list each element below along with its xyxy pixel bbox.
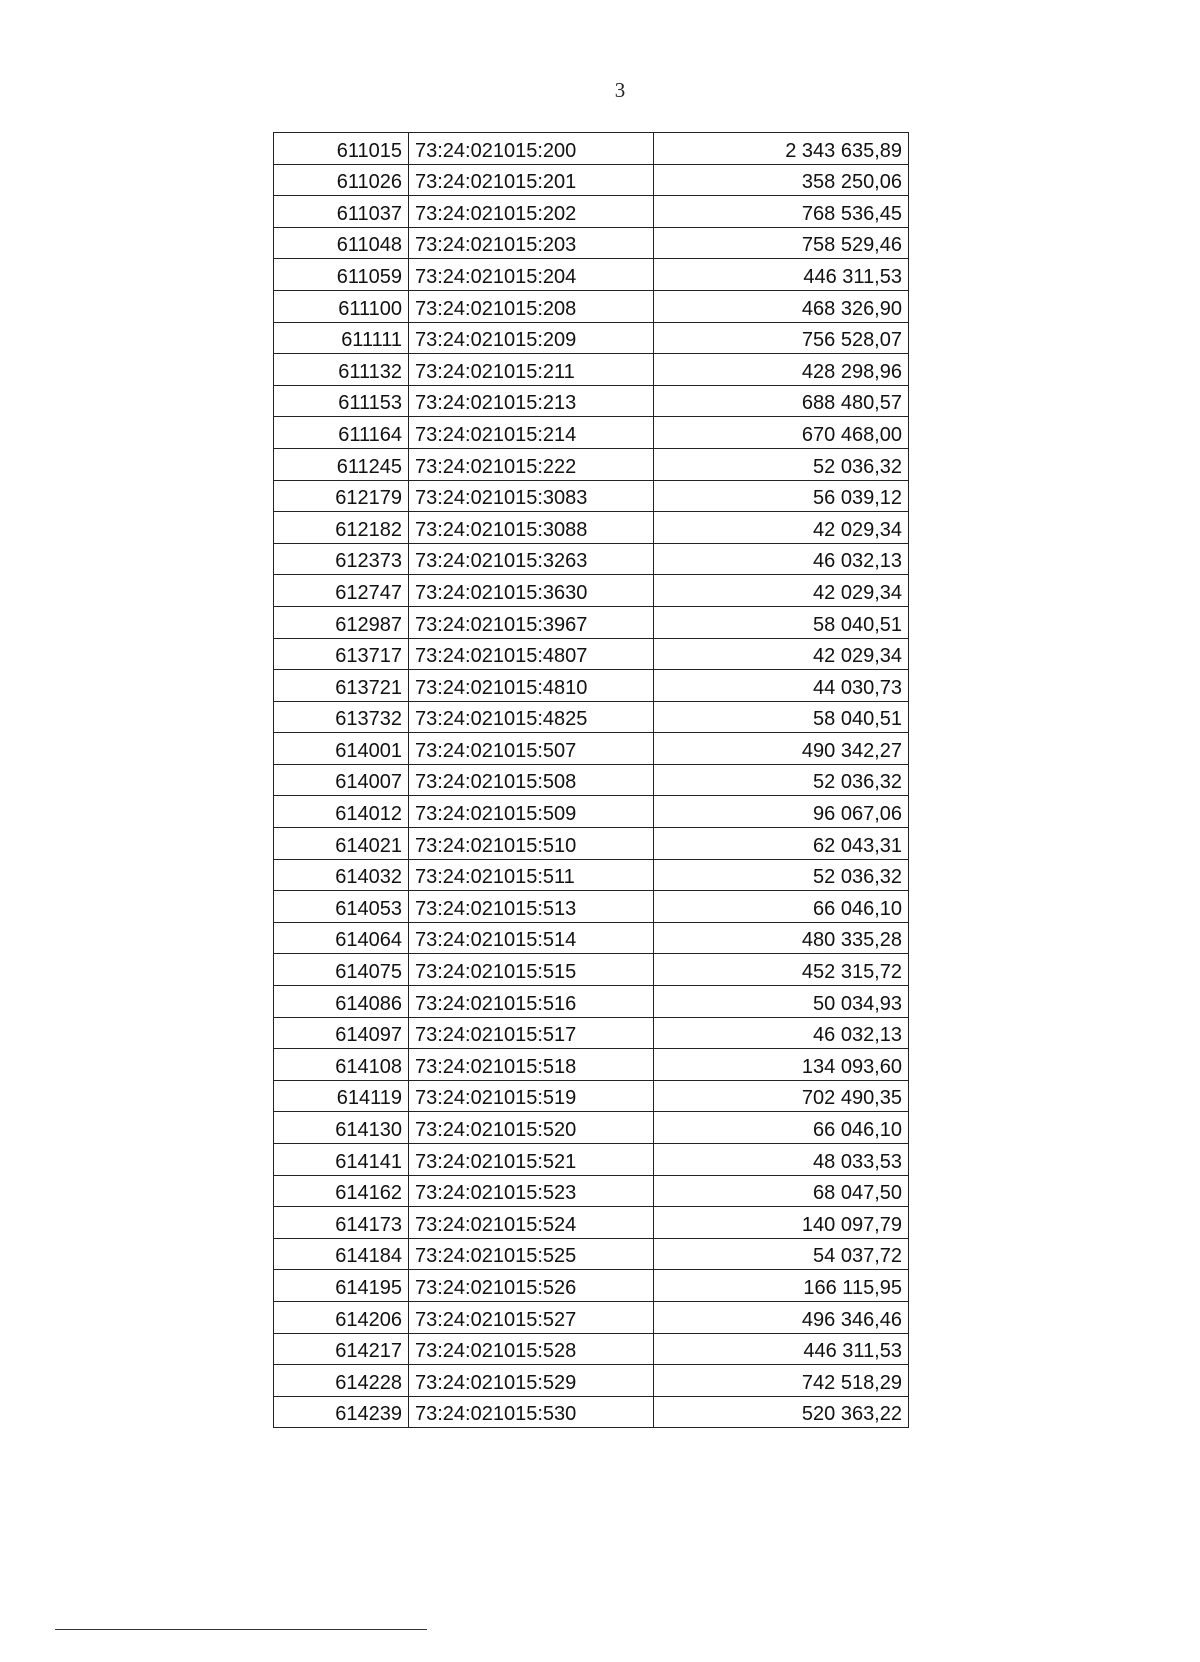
row-id-cell: 611132 <box>274 354 409 386</box>
row-id-cell: 611111 <box>274 322 409 354</box>
cadastral-number-cell: 73:24:021015:4825 <box>409 701 654 733</box>
cadastral-number-cell: 73:24:021015:528 <box>409 1333 654 1365</box>
value-cell: 96 067,06 <box>654 796 909 828</box>
cadastral-number-cell: 73:24:021015:529 <box>409 1365 654 1397</box>
registry-table <box>273 132 909 1428</box>
table-row <box>274 638 909 670</box>
cadastral-number-cell: 73:24:021015:222 <box>409 448 654 480</box>
cadastral-number-cell: 73:24:021015:4810 <box>409 670 654 702</box>
value-cell: 58 040,51 <box>654 701 909 733</box>
value-cell: 468 326,90 <box>654 290 909 322</box>
table-row <box>274 196 909 228</box>
value-cell: 50 034,93 <box>654 986 909 1018</box>
row-id-cell: 614130 <box>274 1112 409 1144</box>
value-cell: 140 097,79 <box>654 1207 909 1239</box>
value-cell: 56 039,12 <box>654 480 909 512</box>
value-cell: 46 032,13 <box>654 543 909 575</box>
table-row <box>274 796 909 828</box>
cadastral-number-cell: 73:24:021015:202 <box>409 196 654 228</box>
value-cell: 768 536,45 <box>654 196 909 228</box>
footnote-divider <box>55 1629 427 1630</box>
cadastral-number-cell: 73:24:021015:515 <box>409 954 654 986</box>
cadastral-number-cell: 73:24:021015:516 <box>409 986 654 1018</box>
row-id-cell: 612987 <box>274 606 409 638</box>
value-cell: 358 250,06 <box>654 164 909 196</box>
cadastral-number-cell: 73:24:021015:211 <box>409 354 654 386</box>
value-cell: 66 046,10 <box>654 891 909 923</box>
table-row <box>274 1049 909 1081</box>
table-row <box>274 354 909 386</box>
cadastral-number-cell: 73:24:021015:204 <box>409 259 654 291</box>
row-id-cell: 614162 <box>274 1175 409 1207</box>
row-id-cell: 614053 <box>274 891 409 923</box>
table-row <box>274 1270 909 1302</box>
table-row <box>274 1144 909 1176</box>
cadastral-number-cell: 73:24:021015:514 <box>409 922 654 954</box>
cadastral-number-cell: 73:24:021015:524 <box>409 1207 654 1239</box>
row-id-cell: 614239 <box>274 1396 409 1428</box>
row-id-cell: 613721 <box>274 670 409 702</box>
row-id-cell: 614007 <box>274 764 409 796</box>
cadastral-number-cell: 73:24:021015:214 <box>409 417 654 449</box>
table-row <box>274 1017 909 1049</box>
value-cell: 62 043,31 <box>654 828 909 860</box>
value-cell: 42 029,34 <box>654 638 909 670</box>
table-row <box>274 701 909 733</box>
cadastral-number-cell: 73:24:021015:513 <box>409 891 654 923</box>
table-row <box>274 417 909 449</box>
cadastral-number-cell: 73:24:021015:200 <box>409 133 654 165</box>
value-cell: 134 093,60 <box>654 1049 909 1081</box>
row-id-cell: 612373 <box>274 543 409 575</box>
value-cell: 520 363,22 <box>654 1396 909 1428</box>
cadastral-number-cell: 73:24:021015:4807 <box>409 638 654 670</box>
table-row <box>274 448 909 480</box>
value-cell: 42 029,34 <box>654 512 909 544</box>
value-cell: 428 298,96 <box>654 354 909 386</box>
table-row <box>274 480 909 512</box>
row-id-cell: 611059 <box>274 259 409 291</box>
row-id-cell: 614012 <box>274 796 409 828</box>
value-cell: 688 480,57 <box>654 385 909 417</box>
table-row <box>274 1396 909 1428</box>
table-row <box>274 986 909 1018</box>
row-id-cell: 611048 <box>274 227 409 259</box>
table-row <box>274 922 909 954</box>
value-cell: 756 528,07 <box>654 322 909 354</box>
row-id-cell: 614228 <box>274 1365 409 1397</box>
table-row <box>274 733 909 765</box>
table-row <box>274 1333 909 1365</box>
cadastral-number-cell: 73:24:021015:521 <box>409 1144 654 1176</box>
row-id-cell: 614064 <box>274 922 409 954</box>
cadastral-number-cell: 73:24:021015:208 <box>409 290 654 322</box>
table-row <box>274 575 909 607</box>
table-row <box>274 133 909 165</box>
cadastral-number-cell: 73:24:021015:520 <box>409 1112 654 1144</box>
row-id-cell: 611026 <box>274 164 409 196</box>
table-row <box>274 859 909 891</box>
value-cell: 490 342,27 <box>654 733 909 765</box>
cadastral-number-cell: 73:24:021015:530 <box>409 1396 654 1428</box>
row-id-cell: 614086 <box>274 986 409 1018</box>
value-cell: 496 346,46 <box>654 1301 909 1333</box>
table-row <box>274 512 909 544</box>
cadastral-number-cell: 73:24:021015:507 <box>409 733 654 765</box>
cadastral-number-cell: 73:24:021015:3967 <box>409 606 654 638</box>
row-id-cell: 611037 <box>274 196 409 228</box>
value-cell: 446 311,53 <box>654 1333 909 1365</box>
table-row <box>274 1175 909 1207</box>
row-id-cell: 611164 <box>274 417 409 449</box>
row-id-cell: 614075 <box>274 954 409 986</box>
value-cell: 52 036,32 <box>654 764 909 796</box>
cadastral-number-cell: 73:24:021015:511 <box>409 859 654 891</box>
cadastral-number-cell: 73:24:021015:518 <box>409 1049 654 1081</box>
table-row <box>274 164 909 196</box>
table-row <box>274 606 909 638</box>
row-id-cell: 611015 <box>274 133 409 165</box>
value-cell: 42 029,34 <box>654 575 909 607</box>
table-row <box>274 259 909 291</box>
cadastral-number-cell: 73:24:021015:209 <box>409 322 654 354</box>
value-cell: 670 468,00 <box>654 417 909 449</box>
cadastral-number-cell: 73:24:021015:3630 <box>409 575 654 607</box>
page-number: 3 <box>614 78 626 102</box>
row-id-cell: 612179 <box>274 480 409 512</box>
value-cell: 166 115,95 <box>654 1270 909 1302</box>
table-row <box>274 1207 909 1239</box>
cadastral-number-cell: 73:24:021015:3088 <box>409 512 654 544</box>
row-id-cell: 614217 <box>274 1333 409 1365</box>
row-id-cell: 614097 <box>274 1017 409 1049</box>
value-cell: 54 037,72 <box>654 1238 909 1270</box>
cadastral-number-cell: 73:24:021015:523 <box>409 1175 654 1207</box>
table-row <box>274 1112 909 1144</box>
value-cell: 68 047,50 <box>654 1175 909 1207</box>
row-id-cell: 611153 <box>274 385 409 417</box>
row-id-cell: 611100 <box>274 290 409 322</box>
row-id-cell: 614184 <box>274 1238 409 1270</box>
cadastral-number-cell: 73:24:021015:3083 <box>409 480 654 512</box>
row-id-cell: 613732 <box>274 701 409 733</box>
value-cell: 480 335,28 <box>654 922 909 954</box>
table-row <box>274 891 909 923</box>
row-id-cell: 614119 <box>274 1080 409 1112</box>
cadastral-number-cell: 73:24:021015:201 <box>409 164 654 196</box>
value-cell: 48 033,53 <box>654 1144 909 1176</box>
cadastral-number-cell: 73:24:021015:510 <box>409 828 654 860</box>
table-row <box>274 1080 909 1112</box>
value-cell: 2 343 635,89 <box>654 133 909 165</box>
value-cell: 452 315,72 <box>654 954 909 986</box>
registry-table-body <box>274 133 909 1428</box>
cadastral-number-cell: 73:24:021015:3263 <box>409 543 654 575</box>
row-id-cell: 614032 <box>274 859 409 891</box>
value-cell: 44 030,73 <box>654 670 909 702</box>
cadastral-number-cell: 73:24:021015:509 <box>409 796 654 828</box>
cadastral-number-cell: 73:24:021015:527 <box>409 1301 654 1333</box>
table-row <box>274 385 909 417</box>
row-id-cell: 614173 <box>274 1207 409 1239</box>
table-row <box>274 954 909 986</box>
cadastral-number-cell: 73:24:021015:517 <box>409 1017 654 1049</box>
value-cell: 758 529,46 <box>654 227 909 259</box>
value-cell: 66 046,10 <box>654 1112 909 1144</box>
value-cell: 46 032,13 <box>654 1017 909 1049</box>
table-row <box>274 543 909 575</box>
row-id-cell: 612747 <box>274 575 409 607</box>
table-row <box>274 1365 909 1397</box>
row-id-cell: 612182 <box>274 512 409 544</box>
table-row <box>274 322 909 354</box>
table-row <box>274 1238 909 1270</box>
cadastral-number-cell: 73:24:021015:508 <box>409 764 654 796</box>
value-cell: 446 311,53 <box>654 259 909 291</box>
row-id-cell: 611245 <box>274 448 409 480</box>
value-cell: 742 518,29 <box>654 1365 909 1397</box>
value-cell: 52 036,32 <box>654 448 909 480</box>
table-row <box>274 1301 909 1333</box>
cadastral-number-cell: 73:24:021015:526 <box>409 1270 654 1302</box>
table-row <box>274 828 909 860</box>
table-row <box>274 227 909 259</box>
row-id-cell: 614195 <box>274 1270 409 1302</box>
cadastral-number-cell: 73:24:021015:203 <box>409 227 654 259</box>
row-id-cell: 614021 <box>274 828 409 860</box>
cadastral-number-cell: 73:24:021015:213 <box>409 385 654 417</box>
value-cell: 52 036,32 <box>654 859 909 891</box>
row-id-cell: 614108 <box>274 1049 409 1081</box>
cadastral-number-cell: 73:24:021015:525 <box>409 1238 654 1270</box>
cadastral-number-cell: 73:24:021015:519 <box>409 1080 654 1112</box>
row-id-cell: 613717 <box>274 638 409 670</box>
table-row <box>274 290 909 322</box>
row-id-cell: 614206 <box>274 1301 409 1333</box>
table-row <box>274 670 909 702</box>
value-cell: 58 040,51 <box>654 606 909 638</box>
table-row <box>274 764 909 796</box>
row-id-cell: 614141 <box>274 1144 409 1176</box>
row-id-cell: 614001 <box>274 733 409 765</box>
value-cell: 702 490,35 <box>654 1080 909 1112</box>
